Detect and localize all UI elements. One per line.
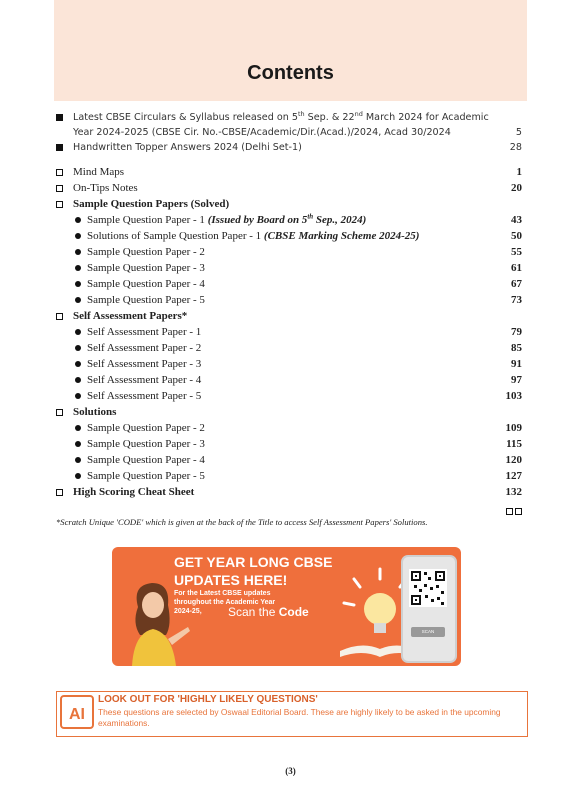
toc-item-solution[interactable]: Sample Question Paper - 5 127 xyxy=(56,468,526,484)
toc-item-on-tips[interactable]: On-Tips Notes 20 xyxy=(56,180,526,196)
qr-code-icon[interactable] xyxy=(409,569,447,607)
bullet-icon xyxy=(75,473,81,479)
bullet-icon xyxy=(75,249,81,255)
list-item[interactable]: Handwritten Topper Answers 2024 (Delhi Set-1) 28 xyxy=(56,140,526,155)
toc-item-sqp[interactable]: Sample Question Paper - 3 61 xyxy=(56,260,526,276)
checkbox-bullet-icon xyxy=(56,489,63,496)
checkbox-bullet-icon xyxy=(56,201,63,208)
toc-item-sqp-1-solutions[interactable]: Solutions of Sample Question Paper - 1 (CBSE Marking Scheme 2024-25) 50 xyxy=(56,228,526,244)
toc-item-solution[interactable]: Sample Question Paper - 3 115 xyxy=(56,436,526,452)
bullet-icon xyxy=(75,329,81,335)
checkbox-bullet-icon xyxy=(56,169,63,176)
toc-item-sqp[interactable]: Sample Question Paper - 4 67 xyxy=(56,276,526,292)
toc-item-sap[interactable]: Self Assessment Paper - 3 91 xyxy=(56,356,526,372)
end-mark-icon xyxy=(504,504,522,520)
checkbox-bullet-icon xyxy=(56,185,63,192)
toc-item-sap[interactable]: Self Assessment Paper - 1 79 xyxy=(56,324,526,340)
bullet-icon xyxy=(75,425,81,431)
page-number: 28 xyxy=(509,142,522,153)
toc-item-sap[interactable]: Self Assessment Paper - 2 85 xyxy=(56,340,526,356)
toc-item-cheat-sheet[interactable]: High Scoring Cheat Sheet 132 xyxy=(56,484,526,500)
bullet-icon xyxy=(75,457,81,463)
page-number: 5 xyxy=(515,127,522,138)
bullet-icon xyxy=(75,297,81,303)
bullet-icon xyxy=(75,393,81,399)
phone-qr-illustration xyxy=(401,555,457,663)
page-title: Contents xyxy=(247,62,334,84)
bullet-icon xyxy=(75,281,81,287)
toc-item-sqp-1[interactable]: Sample Question Paper - 1 (Issued by Board on 5th Sep., 2024) 43 xyxy=(56,212,526,228)
toc-heading-self-assessment: Self Assessment Papers* xyxy=(56,308,526,324)
updates-banner[interactable] xyxy=(112,547,461,666)
highly-likely-questions-box xyxy=(56,691,528,737)
toc-heading-sample-papers: Sample Question Papers (Solved) xyxy=(56,196,526,212)
list-item[interactable]: Latest CBSE Circulars & Syllabus released on 5th Sep. & 22nd March 2024 for Academic xyxy=(56,110,526,125)
top-items xyxy=(56,110,526,155)
ai-book-icon xyxy=(60,695,94,729)
bullet-icon xyxy=(75,361,81,367)
toc-item-sqp[interactable]: Sample Question Paper - 2 55 xyxy=(56,244,526,260)
square-bullet-icon xyxy=(56,114,63,121)
checkbox-bullet-icon xyxy=(56,409,63,416)
toc-item-sap[interactable]: Self Assessment Paper - 4 97 xyxy=(56,372,526,388)
toc-heading-solutions: Solutions xyxy=(56,404,526,420)
footnote: *Scratch Unique 'CODE' which is given at the back of the Title to access Self Assessment Papers' Solutions. xyxy=(56,517,428,527)
bullet-icon xyxy=(75,217,81,223)
bullet-icon xyxy=(75,265,81,271)
toc-item-sap[interactable]: Self Assessment Paper - 5 103 xyxy=(56,388,526,404)
bullet-icon xyxy=(75,377,81,383)
list-item-continued: Year 2024-2025 (CBSE Cir. No.-CBSE/Academic/Dir.(Acad.)/2024, Acad 30/2024 5 xyxy=(73,127,522,138)
banner-heading: GET YEAR LONG CBSE UPDATES HERE! xyxy=(174,554,333,588)
scan-button[interactable]: SCAN xyxy=(411,627,445,637)
toc-item-sqp[interactable]: Sample Question Paper - 5 73 xyxy=(56,292,526,308)
toc-item-solution[interactable]: Sample Question Paper - 4 120 xyxy=(56,452,526,468)
banner-subtext: For the Latest CBSE updates throughout the Academic Year 2024-25, xyxy=(174,590,276,615)
bullet-icon xyxy=(75,441,81,447)
toc-item-solution[interactable]: Sample Question Paper - 2 109 xyxy=(56,420,526,436)
bullet-icon xyxy=(75,233,81,239)
toc-end-marker xyxy=(56,500,526,514)
alert-body: These questions are selected by Oswaal Editorial Board. These are highly likely to be asked in the upcoming examinations. xyxy=(98,707,501,728)
page-number-footer: (3) xyxy=(285,766,296,776)
scan-the-code-label: Scan the Code xyxy=(228,605,309,619)
table-of-contents xyxy=(56,164,526,514)
checkbox-bullet-icon xyxy=(56,313,63,320)
icon-text: AI xyxy=(69,706,85,723)
toc-item-mind-maps[interactable]: Mind Maps 1 xyxy=(56,164,526,180)
contents-header xyxy=(54,0,527,101)
bullet-icon xyxy=(75,345,81,351)
alert-title: LOOK OUT FOR 'HIGHLY LIKELY QUESTIONS' xyxy=(98,694,318,705)
square-bullet-icon xyxy=(56,144,63,151)
